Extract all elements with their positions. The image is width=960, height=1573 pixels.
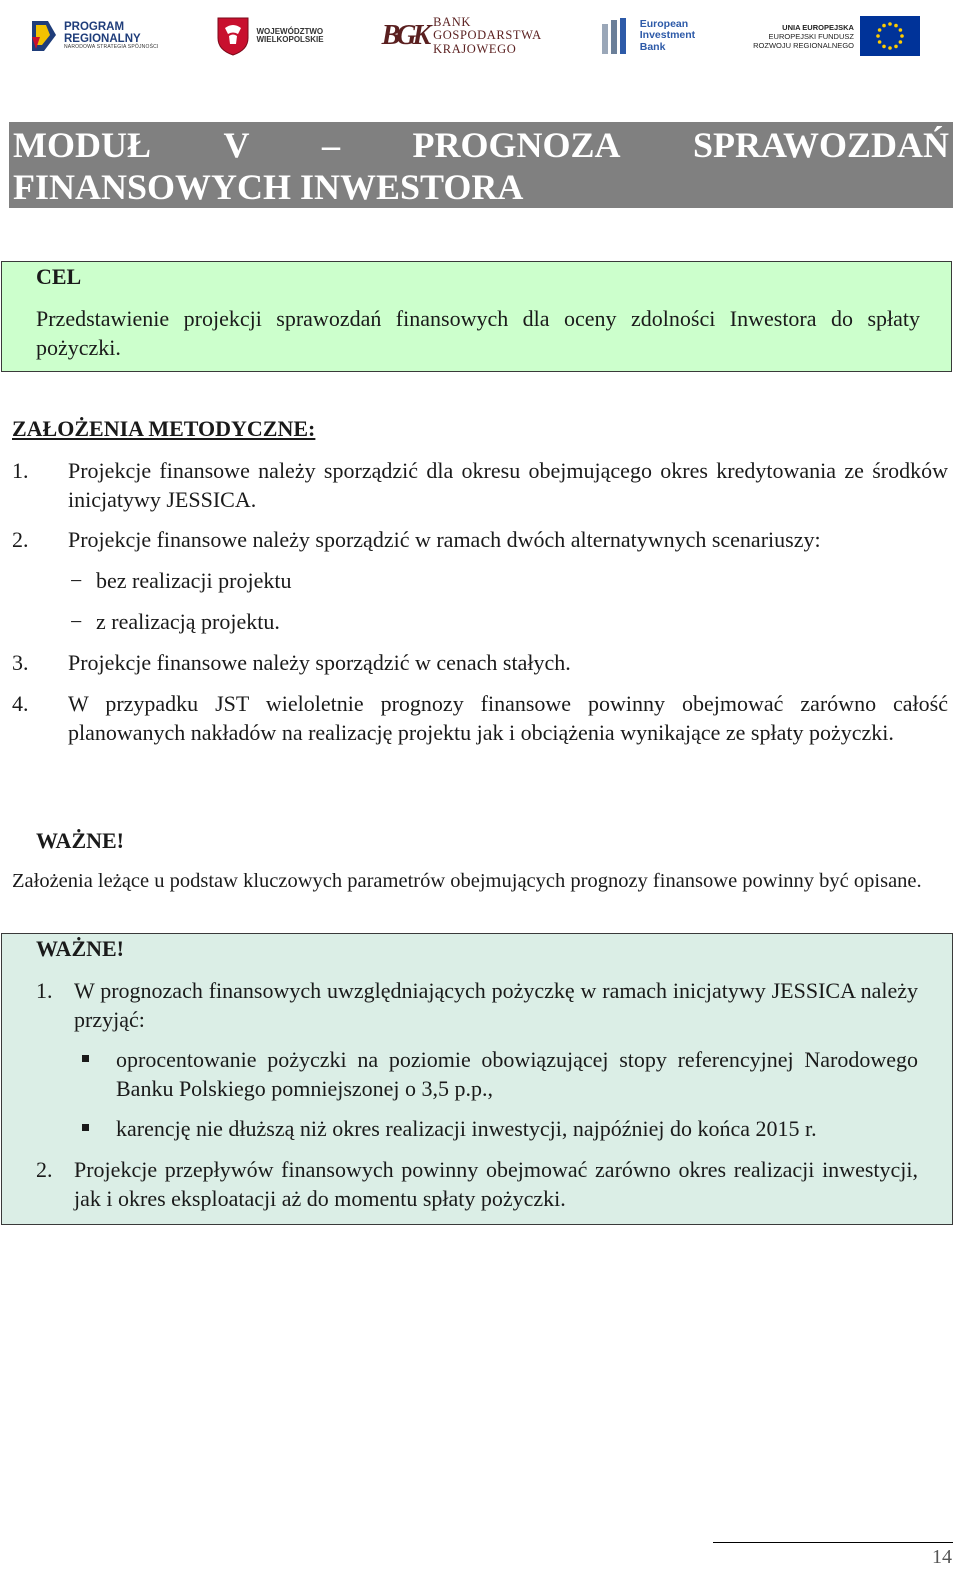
page-number: 14 [932,1546,952,1568]
list-item-text: Projekcje finansowe należy sporządzić w ramach dwóch alternatywnych scenariuszy: [68,527,821,552]
list-item-number: 2. [12,527,29,552]
wojewodztwo-logo: WOJEWÓDZTWO WIELKOPOLSKIE [216,16,323,56]
coat-of-arms-icon [216,16,250,56]
module-title-line-2: FINANSOWYCH INWESTORA [13,167,524,207]
program-regionalny-logo: PROGRAM REGIONALNY NARODOWA STRATEGIA SPÓJNOŚCI [30,19,159,53]
list-item-text: Projekcje przepływów finansowych powinny obejmować zarówno okres realizacji inwestycji, jak i okres eksploatacji aż do momentu spłaty pożyczki. [74,1157,918,1211]
eib-logo: European Investment Bank [600,16,695,56]
bgk-logo: BGK BANK GOSPODARSTWA KRAJOWEGO [381,14,542,56]
list-item-text: W przypadku JST wieloletnie prognozy finansowe powinny obejmować zarówno całość planowanych nakładów na realizację projektu jak i obciążenia wynikające ze spłaty pożyczki. [68,691,948,745]
square-bullet-icon [82,1055,89,1062]
bullet-item-text: oprocentowanie pożyczki na poziomie obowiązującej stopy referencyjnej Narodowego Banku Polskiego pomniejszonej o 3,5 p.p., [116,1047,918,1101]
sub-item-text: bez realizacji projektu [96,568,292,593]
list-item-number: 1. [12,458,29,483]
important-heading: WAŻNE! [36,828,125,853]
ue-logo: UNIA EUROPEJSKA EUROPEJSKI FUNDUSZ ROZWOJU REGIONALNEGO [753,16,920,56]
logo-strip [30,8,920,64]
goal-box [1,261,952,372]
bgk-monogram: BGK [381,20,428,51]
list-item-text: W prognozach finansowych uwzględniających pożyczkę w ramach inicjatywy JESSICA należy przyjąć: [74,978,918,1032]
list-item-number: 4. [12,691,29,716]
goal-heading: CEL [36,264,82,289]
eib-pillars-icon [600,16,634,56]
dash-bullet: − [70,568,83,593]
module-title-banner [9,122,953,208]
important-note-text: Założenia leżące u podstaw kluczowych parametrów obejmujących prognozy finansowe powinny być opisane. [12,870,922,892]
module-title-line-1: MODUŁ V – PROGNOZA SPRAWOZDAŃ [13,125,949,165]
bullet-item-text: karencję nie dłuższą niż okres realizacji inwestycji, najpóźniej do końca 2015 r. [116,1116,817,1141]
list-item-number: 3. [12,650,29,675]
methodology-heading: ZAŁOŻENIA METODYCZNE: [12,416,316,441]
sub-item-text: z realizacją projektu. [96,609,280,634]
square-bullet-icon [82,1124,89,1131]
list-item-number: 1. [36,978,53,1003]
jessica-loan-box [1,933,953,1225]
list-item-text: Projekcje finansowe należy sporządzić dla okresu obejmującego okres kredytowania ze środków inicjatywy JESSICA. [68,458,948,512]
list-item-text: Projekcje finansowe należy sporządzić w cenach stałych. [68,650,571,675]
goal-text: Przedstawienie projekcji sprawozdań finansowych dla oceny zdolności Inwestora do spłaty pożyczki. [36,306,920,360]
eu-flag-icon [860,16,920,56]
program-regionalny-emblem-icon [30,19,58,53]
footer-rule [713,1542,953,1543]
important-heading: WAŻNE! [36,936,125,961]
dash-bullet: − [70,609,83,634]
list-item-number: 2. [36,1157,53,1182]
